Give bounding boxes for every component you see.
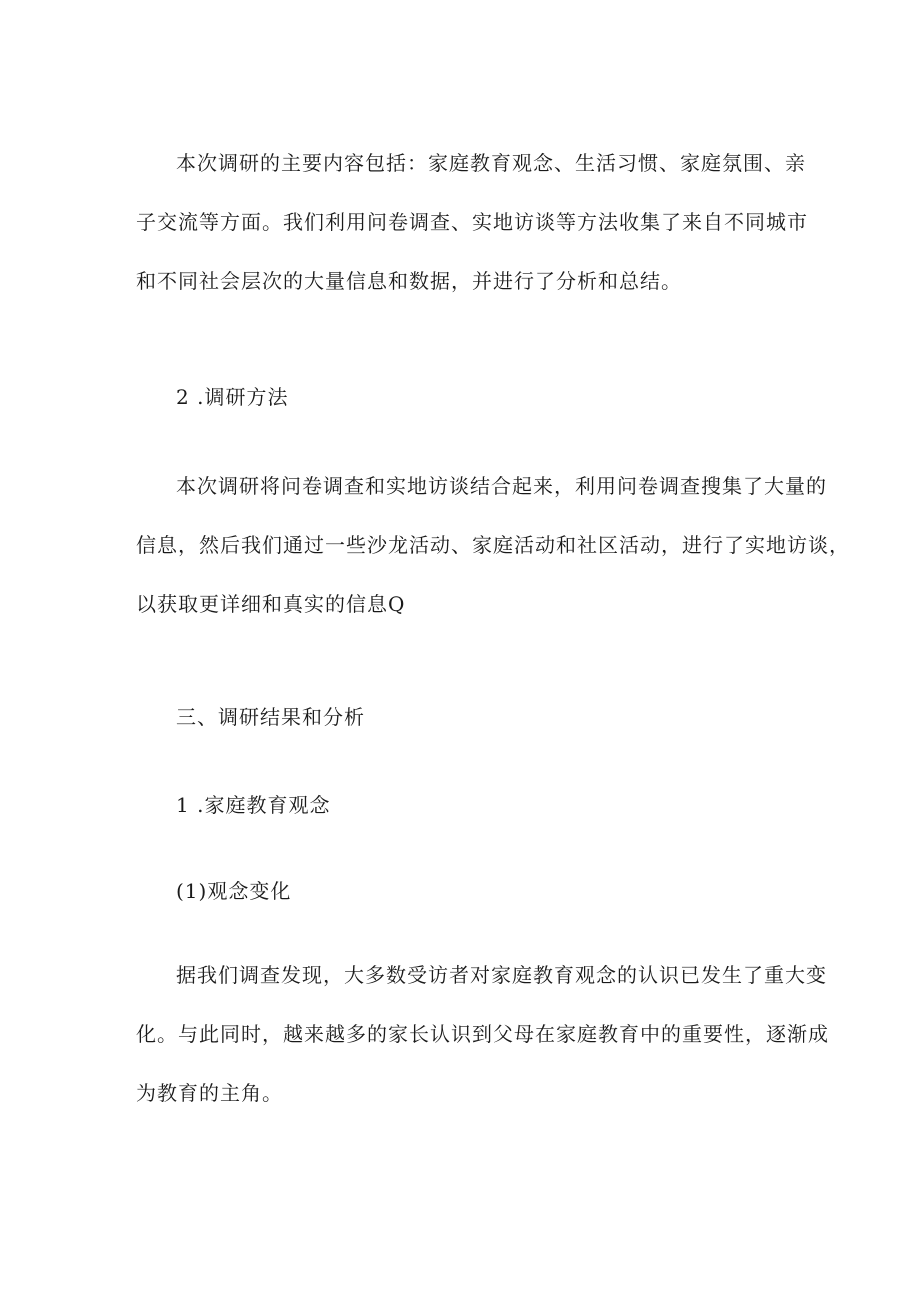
section-heading-change: (1)观念变化 <box>176 879 292 903</box>
paragraph-line: 和不同社会层次的大量信息和数据，并进行了分析和总结。 <box>136 269 682 293</box>
paragraph-line: 本次调研的主要内容包括：家庭教育观念、生活习惯、家庭氛围、亲 <box>176 151 806 175</box>
paragraph-method-description <box>136 457 850 634</box>
paragraph-line: 化。与此同时，越来越多的家长认识到父母在家庭教育中的重要性，逐渐成 <box>136 1022 829 1046</box>
paragraph-concept-change <box>136 946 829 1123</box>
paragraph-line: 为教育的主角。 <box>136 1081 283 1105</box>
paragraph-line: 本次调研将问卷调查和实地访谈结合起来，利用问卷调查搜集了大量的 <box>176 474 827 498</box>
paragraph-line: 子交流等方面。我们利用问卷调查、实地访谈等方法收集了来自不同城市 <box>136 210 808 234</box>
paragraph-line: 以获取更详细和真实的信息Q <box>136 592 406 616</box>
paragraph-line: 信息，然后我们通过一些沙龙活动、家庭活动和社区活动，进行了实地访谈， <box>136 533 850 557</box>
paragraph-content-scope <box>136 134 808 311</box>
section-heading-results: 三、调研结果和分析 <box>176 705 365 729</box>
section-heading-method: 2 .调研方法 <box>176 385 289 409</box>
section-heading-concept: 1 .家庭教育观念 <box>176 793 331 817</box>
paragraph-line: 据我们调查发现，大多数受访者对家庭教育观念的认识已发生了重大变 <box>176 963 827 987</box>
